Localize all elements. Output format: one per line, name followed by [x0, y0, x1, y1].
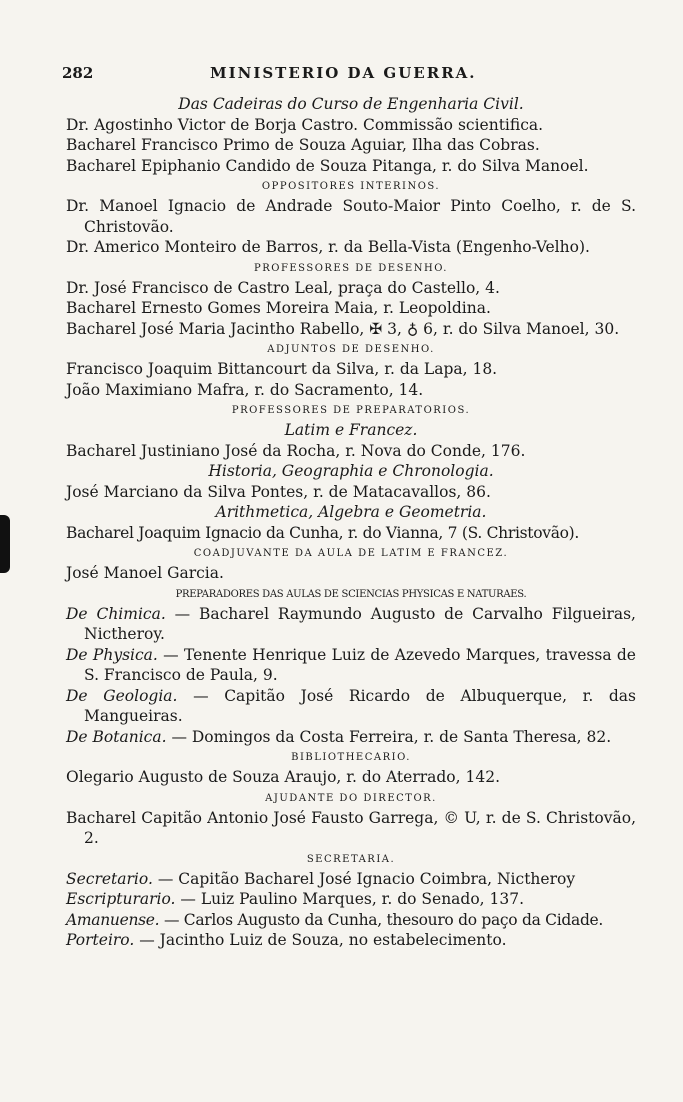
list-item: [66, 930, 636, 951]
section-heading-bibliothecario: BIBLIOTHECARIO.: [291, 752, 411, 763]
entry-text: — Jacintho Luiz de Souza, no estabelecimento.: [134, 931, 507, 949]
entry-label: Secretario.: [66, 869, 153, 888]
list-item: Dr. Manoel Ignacio de Andrade Souto-Maior Pinto Coelho, r. de S. Christovão.: [66, 197, 636, 236]
page-body: [66, 94, 636, 951]
list-item: Olegario Augusto de Souza Araujo, r. do Aterrado, 142.: [66, 768, 500, 786]
list-item: [66, 686, 636, 727]
list-item: João Maximiano Mafra, r. do Sacramento, 14.: [66, 380, 424, 399]
section-heading-oppositores: OPPOSITORES INTERINOS.: [261, 181, 441, 192]
list-item: Francisco Joaquim Bittancourt da Silva, r. da Lapa, 18.: [66, 360, 498, 378]
list-item: Bacharel José Maria Jacintho Rabello, ✠ 3, ♁ 6, r. do Silva Manoel, 30.: [66, 319, 620, 338]
list-item: Bacharel Joaquim Ignacio da Cunha, r. do Vianna, 7 (S. Christovão).: [66, 523, 580, 542]
entry-text: — Luiz Paulino Marques, r. do Senado, 137.: [175, 890, 525, 908]
list-item: [66, 869, 636, 890]
entry-text: — Capitão Bacharel José Ignacio Coimbra, Nictheroy: [152, 869, 576, 888]
section-heading-adjuntos: ADJUNTOS DE DESENHO.: [267, 344, 435, 355]
list-item: Dr. Agostinho Victor de Borja Castro. Commissão scientifica.: [66, 115, 544, 134]
entry-label: Escripturario.: [66, 890, 176, 908]
list-item: [66, 889, 636, 910]
section-heading-preparatorios: PROFESSORES DE PREPARATORIOS.: [231, 405, 471, 416]
list-item: José Marciano da Silva Pontes, r. de Matacavallos, 86.: [66, 482, 491, 501]
entry-label: De Chimica.: [66, 604, 166, 623]
list-item: Dr. Americo Monteiro de Barros, r. da Bella-Vista (Engenho-Velho).: [66, 238, 590, 256]
list-item: Bacharel Francisco Primo de Souza Aguiar, Ilha das Cobras.: [66, 136, 540, 154]
section-heading-coadjuvante: COADJUVANTE DA AULA DE LATIM E FRANCEZ.: [193, 548, 509, 559]
page-number: 282: [62, 64, 94, 82]
entry-label: Amanuense.: [66, 910, 160, 929]
list-item: Dr. José Francisco de Castro Leal, praça do Castello, 4.: [66, 278, 500, 297]
entry-text: — Domingos da Costa Ferreira, r. de Santa Theresa, 82.: [166, 727, 612, 746]
entry-label: De Geologia.: [66, 686, 178, 705]
entry-text: — Bacharel Raymundo Augusto de Carvalho Filgueiras, Nictheroy.: [84, 604, 636, 643]
list-item: [66, 604, 636, 645]
subheading-latim: Latim e Francez.: [284, 421, 418, 439]
entry-label: De Physica.: [66, 645, 158, 664]
list-item: [66, 910, 636, 931]
list-item: [66, 727, 636, 748]
running-title: MINISTERIO DA GUERRA.: [210, 64, 477, 82]
entry-text: — Capitão José Ricardo de Albuquerque, r. das Mangueiras.: [84, 686, 636, 725]
entry-text: — Carlos Augusto da Cunha, thesouro do paço da Cidade.: [159, 910, 604, 929]
list-item: Bacharel Ernesto Gomes Moreira Maia, r. Leopoldina.: [66, 299, 491, 317]
section-heading-engenharia-civil: Das Cadeiras do Curso de Engenharia Civil.: [178, 95, 524, 113]
list-item: Bacharel Epiphanio Candido de Souza Pitanga, r. do Silva Manoel.: [66, 156, 589, 175]
list-item: [66, 645, 636, 686]
section-heading-ajudante: AJUDANTE DO DIRECTOR.: [265, 792, 437, 804]
subheading-arithmetica: Arithmetica, Algebra e Geometria.: [215, 503, 487, 521]
subheading-historia: Historia, Geographia e Chronologia.: [208, 462, 494, 480]
list-item: Bacharel Justiniano José da Rocha, r. Nova do Conde, 176.: [66, 441, 526, 460]
entry-label: Porteiro.: [66, 931, 135, 949]
entry-text: — Tenente Henrique Luiz de Azevedo Marques, travessa de S. Francisco de Paula, 9.: [84, 645, 636, 684]
page-edge-blot: [0, 515, 10, 573]
section-heading-preparadores: PREPARADORES DAS AULAS DE SCIENCIAS PHYSICAS E NATURAES.: [175, 588, 527, 600]
list-item: Bacharel Capitão Antonio José Fausto Garrega, © U, r. de S. Christovão, 2.: [66, 808, 636, 847]
section-heading-secretaria: SECRETARIA.: [306, 853, 396, 865]
entry-label: De Botanica.: [66, 727, 167, 746]
section-heading-professores-desenho: PROFESSORES DE DESENHO.: [253, 262, 448, 274]
list-item: José Manoel Garcia.: [66, 564, 224, 582]
